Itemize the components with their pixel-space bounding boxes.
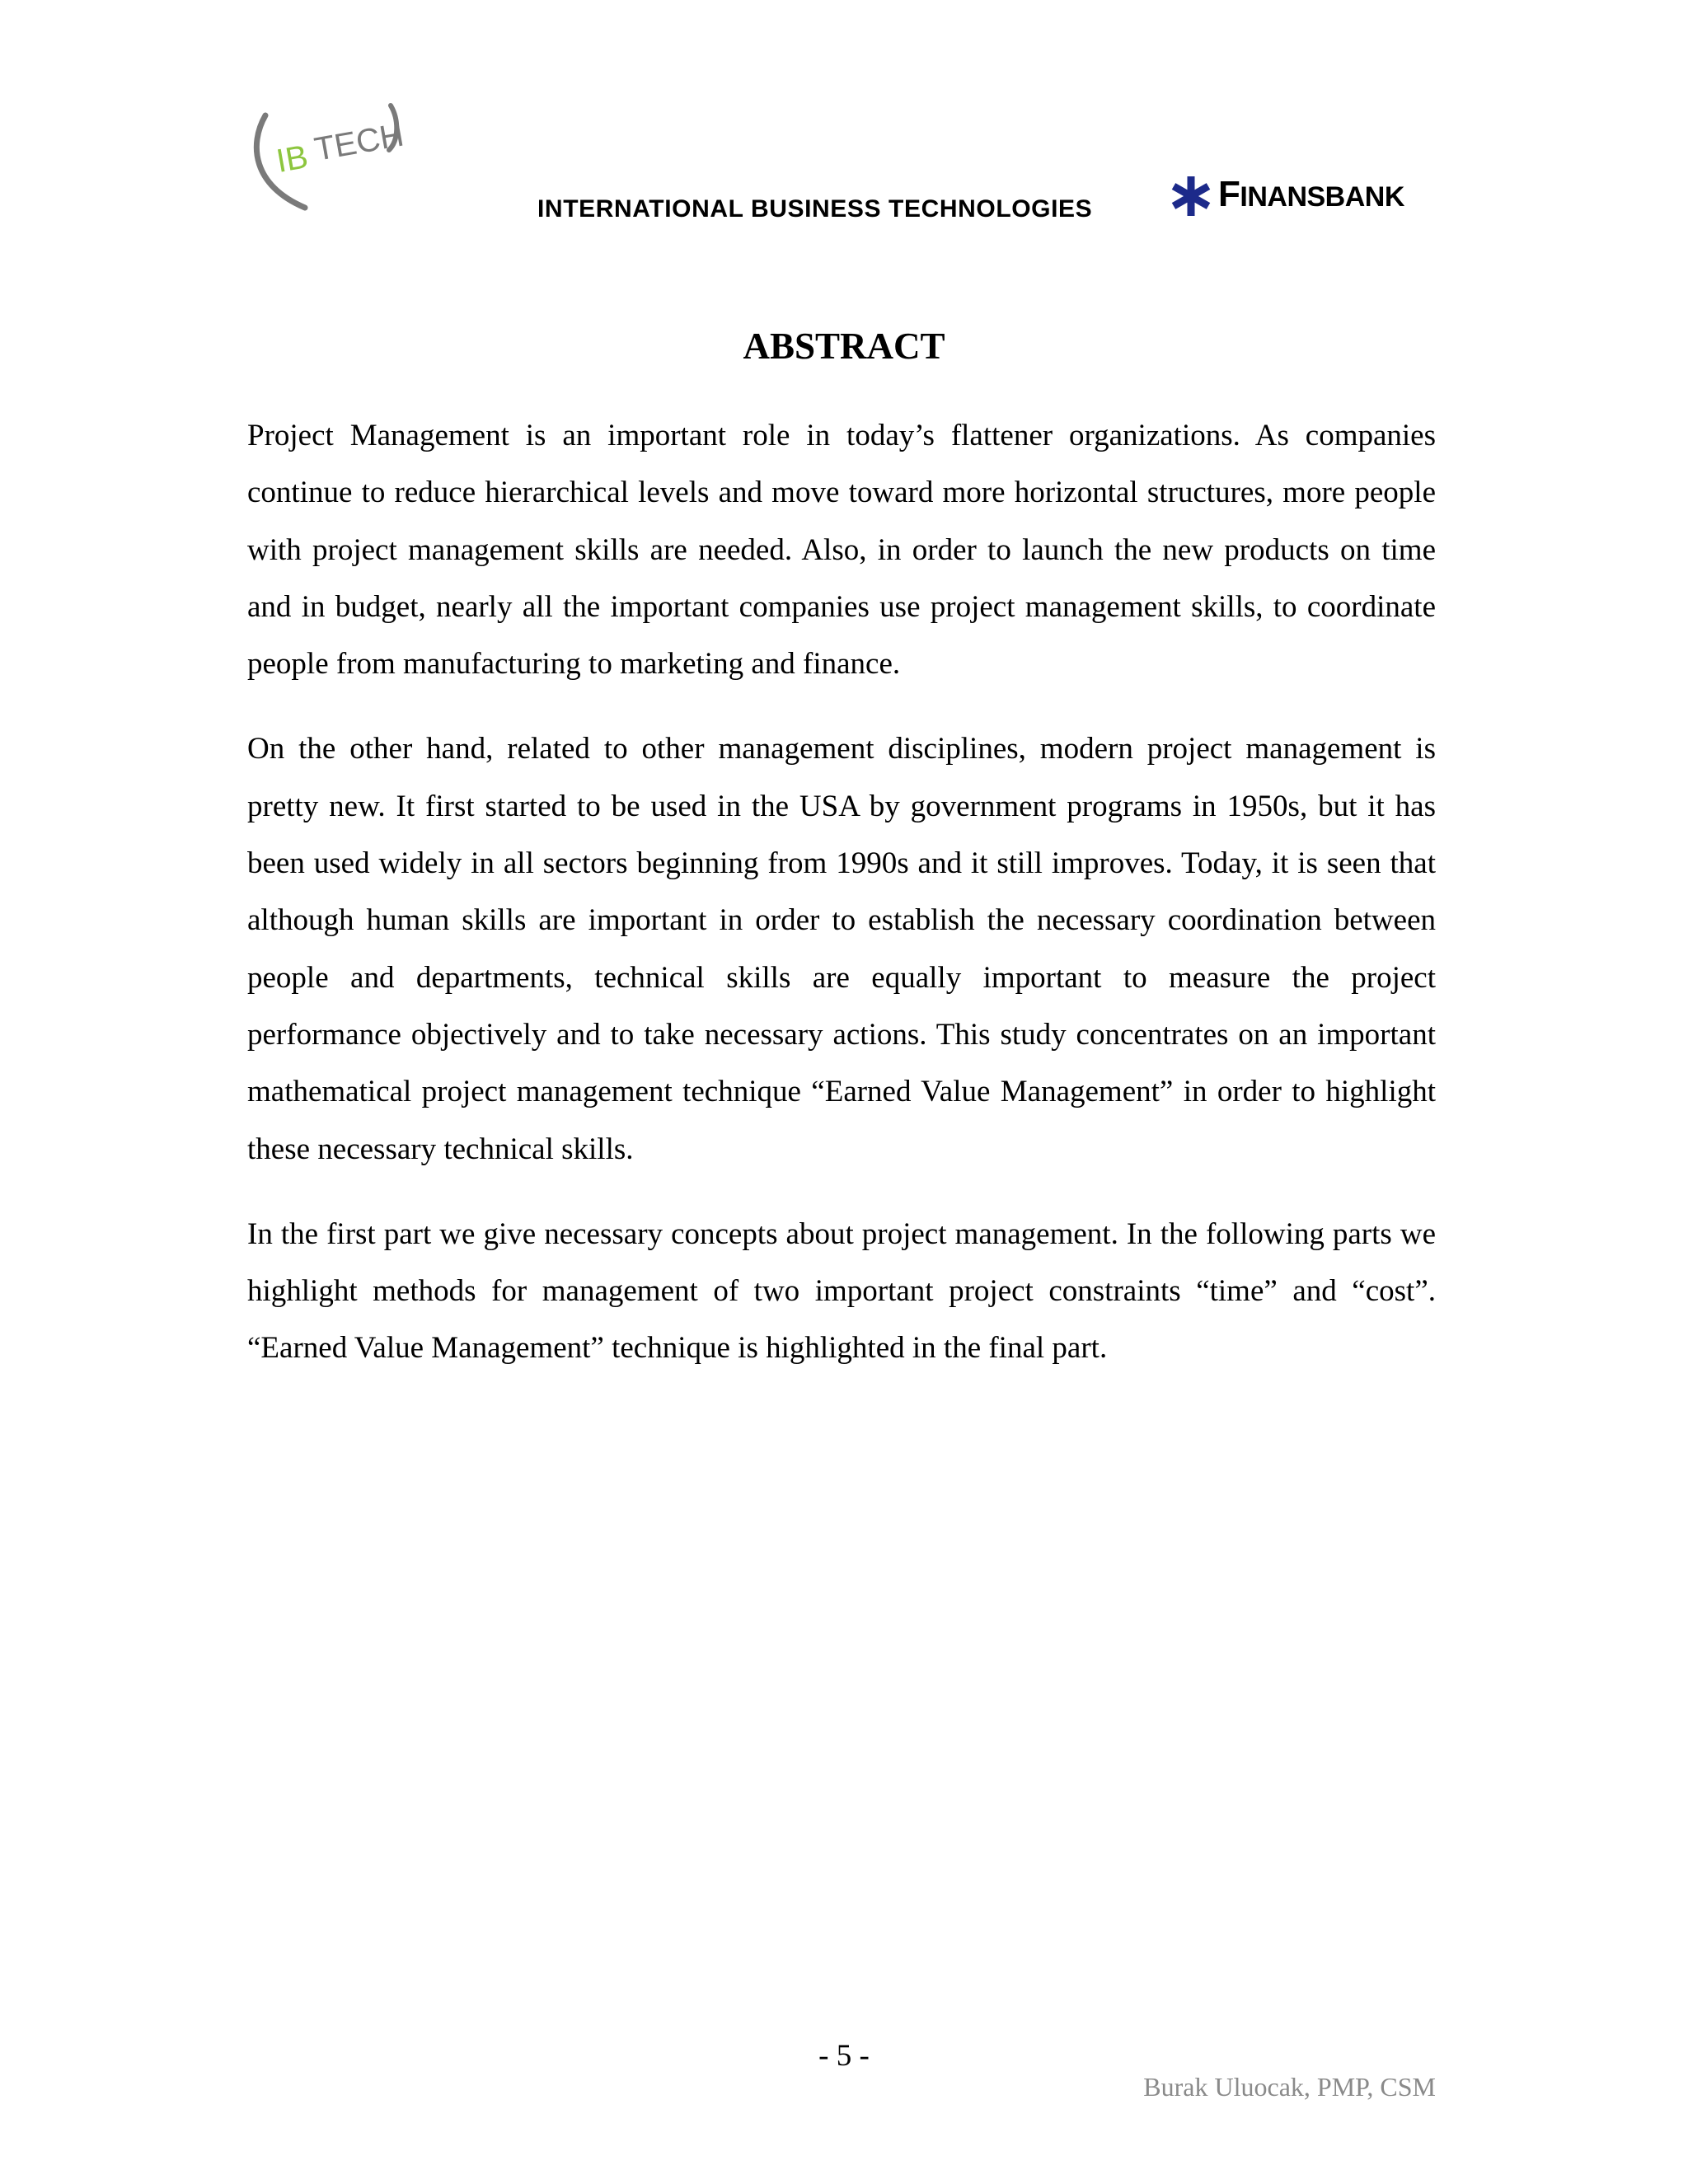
abstract-paragraph-3: In the first part we give necessary concepts about project management. In the following parts we highlight methods for management of two important project constraints “time” and “cost”. “Earned Value Management” technique is highlighted in the final part. [247, 1216, 1436, 1366]
page-number: - 5 - [818, 2039, 870, 2073]
finansbank-star-icon [1169, 174, 1213, 218]
abstract-title: ABSTRACT [743, 326, 945, 367]
finansbank-wordmark: FINANSBANK [1218, 174, 1404, 214]
abstract-paragraph-2: On the other hand, related to other management disciplines, modern project management is pretty new. It first started to be used in the USA by government programs in 1950s, but it has been used widely in all sectors beginning from 1990s and it still improves. Today, it is seen that although human skills are important in order to establish the necessary coordination between people and departments, technical skills are equally important to measure the project performance objectively and to take necessary actions. This study concentrates on an important mathematical project management technique “Earned Value Management” in order to highlight these necessary technical skills. [247, 732, 1436, 1166]
svg-text:TECH: TECH [312, 116, 407, 168]
abstract-body [247, 407, 1436, 1405]
author-credit: Burak Uluocak, PMP, CSM [1143, 2072, 1436, 2102]
abstract-paragraph-1: Project Management is an important role in today’s flattener organizations. As companies continue to reduce hierarchical levels and move toward more horizontal structures, more people with project management skills are needed. Also, in order to launch the new products on time and in budget, nearly all the important companies use project management skills, to coordinate people from manufacturing to marketing and finance. [247, 419, 1436, 682]
finansbank-logo [1169, 173, 1404, 218]
header-title: INTERNATIONAL BUSINESS TECHNOLOGIES [537, 195, 1093, 223]
svg-text:IB: IB [274, 138, 311, 180]
ibtech-logo [247, 99, 412, 223]
